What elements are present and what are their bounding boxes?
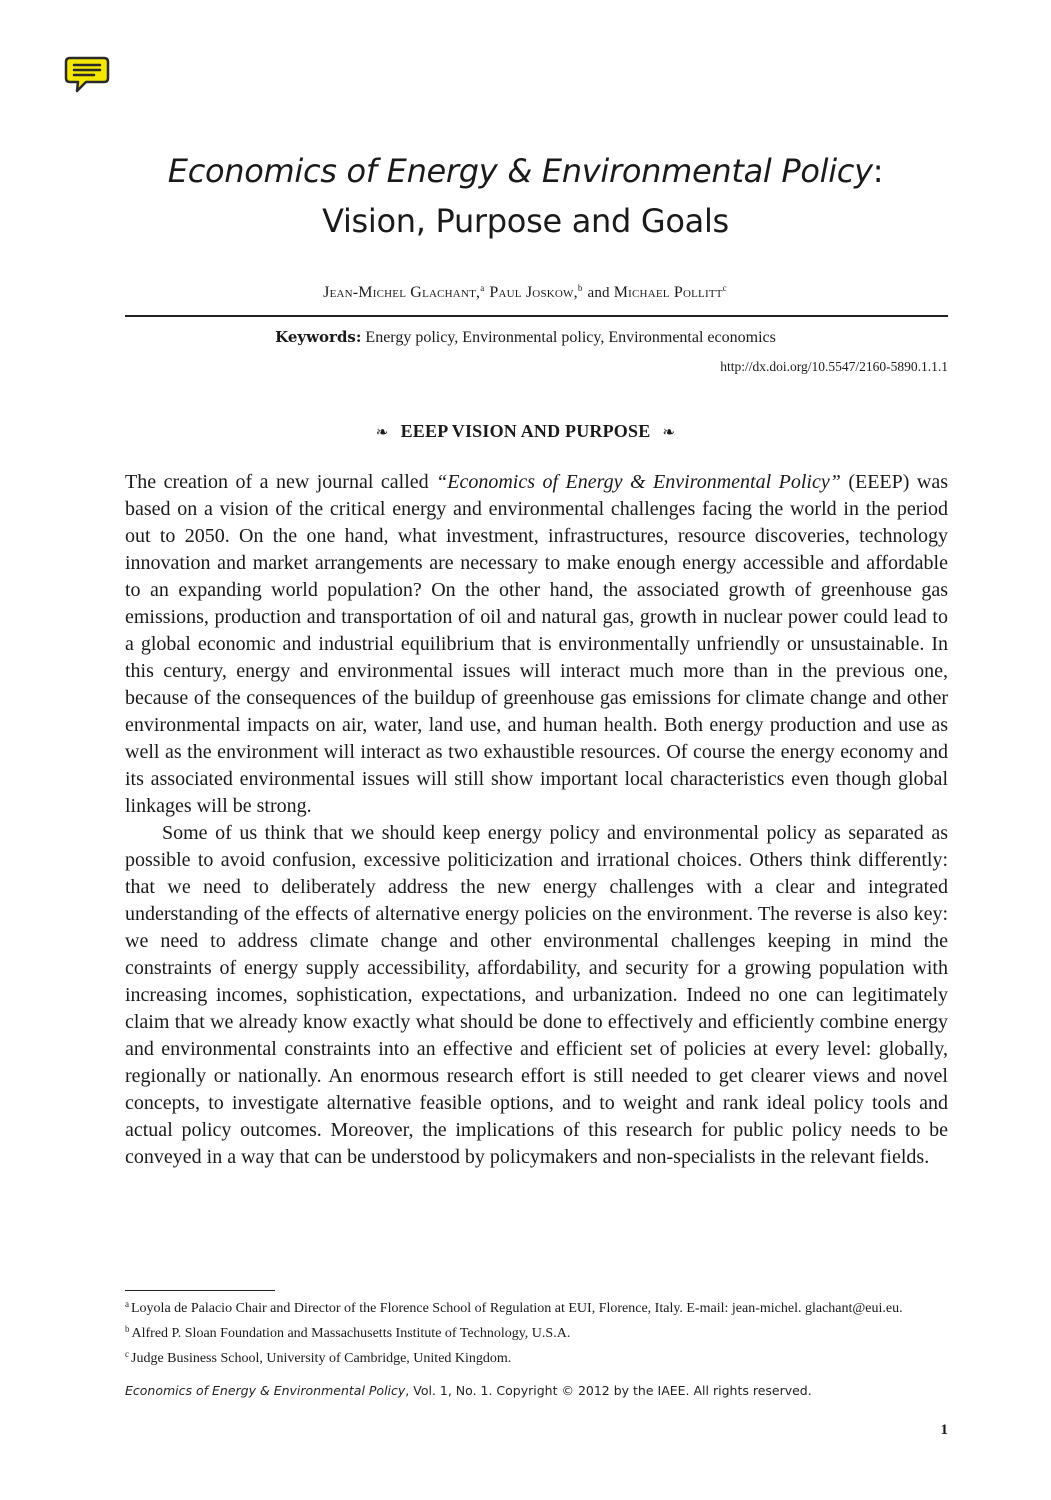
paragraph-1-rest: (EEEP) was based on a vision of the critical energy and environmental challenges facing the world in the period out to 2050. On the one hand, what investment, infrastructures, resource discoveries, technology innovation and market arrangements are necessary to make enough energy accessible and affordable to an expanding world population? On the other hand, the associated growth of greenhouse gas emissions, production and transportation of oil and natural gas, growth in nuclear power could lead to a global economic and industrial equilibrium that is environmentally unfriendly or unsustainable. In this century, energy and environmental issues will interact much more than in the previous one, because of the consequences of the buildup of greenhouse gas emissions for climate change and other environmental impacts on air, water, land use, and human health. Both energy production and use as well as the environment will interact as two exhaustible resources. Of course the energy economy and its associated environmental issues will still show important local characteristics even though global linkages will be strong. [125, 471, 949, 817]
paragraph-1 [125, 469, 948, 820]
footnote-text: Alfred P. Sloan Foundation and Massachusetts Institute of Technology, U.S.A. [131, 1326, 571, 1341]
copyright-text: , Vol. 1, No. 1. Copyright © 2012 by the IAEE. All rights reserved. [405, 1383, 812, 1398]
footnote [125, 1344, 948, 1369]
paragraph-1-journal-name: “Economics of Energy & Environmental Policy” [436, 471, 841, 493]
paragraph-2: Some of us think that we should keep energy policy and environmental policy as separated as possible to avoid confusion, excessive politicization and irrational choices. Others think differently: that we need to deliberately address the new energy challenges with a clear and integrated understanding of the effects of alternative energy policies on the environment. The reverse is also key: we need to address climate change and other environmental challenges keeping in mind the constraints of energy supply accessibility, affordability, and security for a growing population with increasing incomes, sophistication, expectations, and urbanization. Indeed no one can legitimately claim that we already know exactly what should be done to effectively and efficiently combine energy and environmental constraints into an effective and efficient set of policies at every level: globally, regionally or nationally. An enormous research effort is still needed to get clearer views and novel concepts, to investigate alternative feasible options, and to weight and rank ideal policy tools and actual policy outcomes. Moreover, the implications of this research for public policy needs to be conveyed in a way that can be understood by policymakers and non-specialists in the relevant fields. [125, 822, 948, 1168]
section-title: EEEP VISION AND PURPOSE [400, 421, 651, 441]
page-number: 1 [940, 1422, 948, 1438]
keywords-text: Energy policy, Environmental policy, Environmental economics [365, 329, 776, 346]
title-subtitle: Vision, Purpose and Goals [322, 202, 729, 240]
footnotes [125, 1294, 948, 1369]
footnote-divider [125, 1290, 275, 1291]
fleuron-right-icon: ❧ [662, 425, 676, 441]
section-heading [0, 421, 1051, 442]
title-journal-name: Economics of Energy & Environmental Policy [167, 152, 873, 190]
author-joskow: Paul Joskow, [489, 284, 578, 301]
paragraph-1-start: The creation of a new journal called [125, 471, 429, 493]
title-colon: : [872, 152, 884, 190]
copyright-line [125, 1383, 812, 1398]
footnote-text: Loyola de Palacio Chair and Director of the Florence School of Regulation at EUI, Florence, Italy. E-mail: jean-michel. glachant@eui.eu. [131, 1301, 903, 1316]
author-pollitt: Michael Pollitt [613, 284, 723, 301]
author-mark-b: b [577, 283, 583, 293]
header-divider [125, 315, 948, 317]
footnote-mark: b [125, 1324, 130, 1334]
comment-icon[interactable] [64, 56, 110, 94]
article-title [0, 146, 1051, 246]
author-glachant: Jean-Michel Glachant, [323, 284, 481, 301]
author-line [0, 283, 1051, 302]
fleuron-left-icon: ❧ [375, 425, 389, 441]
keywords [0, 328, 1051, 347]
author-mark-c: c [722, 283, 727, 293]
keywords-label: Keywords: [275, 328, 362, 346]
footnote [125, 1294, 948, 1319]
author-mark-a: a [480, 283, 485, 293]
author-conjunction: and [587, 285, 610, 301]
copyright-journal-name: Economics of Energy & Environmental Policy [125, 1383, 406, 1398]
footnote-mark: c [125, 1349, 129, 1359]
doi-link[interactable]: http://dx.doi.org/10.5547/2160-5890.1.1.1 [720, 359, 948, 374]
footnote-text: Judge Business School, University of Cambridge, United Kingdom. [131, 1351, 512, 1366]
footnote-mark: a [125, 1299, 129, 1309]
article-body [125, 469, 948, 1171]
footnote [125, 1319, 948, 1344]
